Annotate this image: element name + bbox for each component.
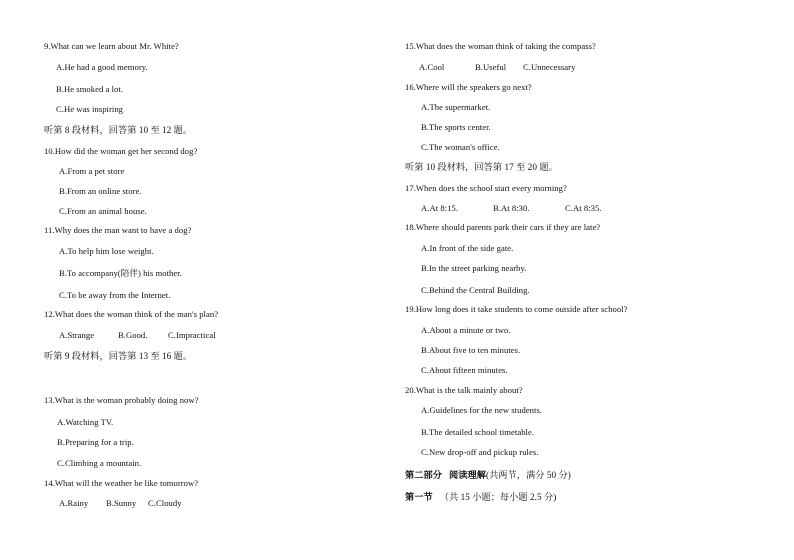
part-2-note: (共两节，满分 50 分) bbox=[485, 470, 571, 480]
option-17a: A.At 8:15. bbox=[421, 203, 459, 213]
option-9b: B.He smoked a lot. bbox=[56, 84, 124, 94]
option-10c: C.From an animal house. bbox=[59, 206, 147, 216]
option-12c: C.Impractical bbox=[168, 330, 216, 340]
option-10a: A.From a pet store bbox=[59, 166, 125, 176]
question-15: 15.What does the woman think of taking the compass? bbox=[405, 41, 596, 51]
part-2-title: 阅读理解 bbox=[449, 470, 486, 480]
section-1-note: （共 15 小题；每小题 2.5 分) bbox=[439, 492, 557, 502]
question-13: 13.What is the woman probably doing now? bbox=[44, 395, 199, 405]
option-17b: B.At 8:30. bbox=[493, 203, 530, 213]
option-19c: C.About fifteen minutes. bbox=[421, 365, 508, 375]
option-11a: A.To help him lose weight. bbox=[59, 246, 154, 256]
option-14a: A.Rainy bbox=[59, 498, 89, 508]
option-10b: B.From an online store. bbox=[59, 186, 142, 196]
option-18c: C.Behind the Central Building. bbox=[421, 285, 530, 295]
option-9a: A.He had a good memory. bbox=[56, 62, 148, 72]
part-2-label: 第二部分 bbox=[405, 470, 442, 480]
part-2-heading bbox=[405, 470, 571, 481]
section-8-instruction: 听第 8 段材料，回答第 10 至 12 题。 bbox=[44, 125, 193, 135]
option-13c: C.Climbing a mountain. bbox=[57, 458, 142, 468]
option-16a: A.The supermarket. bbox=[421, 102, 491, 112]
option-9c: C.He was inspiring bbox=[56, 104, 124, 114]
option-11b: B.To accompany(陪伴) his mother. bbox=[59, 268, 182, 278]
option-19a: A.About a minute or two. bbox=[421, 325, 511, 335]
question-10: 10.How did the woman get her second dog? bbox=[44, 146, 198, 156]
question-17: 17.When does the school start every morning? bbox=[405, 183, 567, 193]
right-column bbox=[397, 0, 794, 560]
option-18a: A.In front of the side gate. bbox=[421, 243, 514, 253]
left-column bbox=[0, 0, 380, 560]
option-13b: B.Preparing for a trip. bbox=[57, 437, 134, 447]
option-12a: A.Strange bbox=[59, 330, 95, 340]
section-10-instruction: 听第 10 段材料，回答第 17 至 20 题。 bbox=[405, 162, 558, 172]
option-15a: A.Cool bbox=[419, 62, 445, 72]
option-11c: C.To be away from the Internet. bbox=[59, 290, 171, 300]
option-13a: A.Watching TV. bbox=[57, 417, 114, 427]
option-17c: C.At 8:35. bbox=[565, 203, 602, 213]
question-12: 12.What does the woman think of the man's plan? bbox=[44, 309, 219, 319]
section-9-instruction: 听第 9 段材料，回答第 13 至 16 题。 bbox=[44, 351, 193, 361]
option-20a: A.Guidelines for the new students. bbox=[421, 405, 543, 415]
option-16b: B.The sports center. bbox=[421, 122, 491, 132]
question-19: 19.How long does it take students to come outside after school? bbox=[405, 304, 628, 314]
section-1-label: 第一节 bbox=[405, 492, 433, 502]
option-14c: C.Cloudy bbox=[148, 498, 182, 508]
option-20b: B.The detailed school timetable. bbox=[421, 427, 535, 437]
section-1-heading bbox=[405, 492, 556, 503]
option-15b: B.Useful bbox=[475, 62, 507, 72]
option-19b: B.About five to ten minutes. bbox=[421, 345, 521, 355]
question-20: 20.What is the talk mainly about? bbox=[405, 385, 523, 395]
question-14: 14.What will the weather be like tomorrow? bbox=[44, 478, 199, 488]
option-18b: B.In the street parking nearby. bbox=[421, 263, 527, 273]
option-15c: C.Unnecessary bbox=[523, 62, 576, 72]
question-18: 18.Where should parents park their cars if they are late? bbox=[405, 222, 601, 232]
option-16c: C.The woman's office. bbox=[421, 142, 500, 152]
question-9: 9.What can we learn about Mr. White? bbox=[44, 41, 179, 51]
option-20c: C.New drop-off and pickup rules. bbox=[421, 447, 539, 457]
question-16: 16.Where will the speakers go next? bbox=[405, 82, 532, 92]
option-12b: B.Good. bbox=[118, 330, 148, 340]
question-11: 11.Why does the man want to have a dog? bbox=[44, 225, 192, 235]
option-14b: B.Sunny bbox=[106, 498, 137, 508]
